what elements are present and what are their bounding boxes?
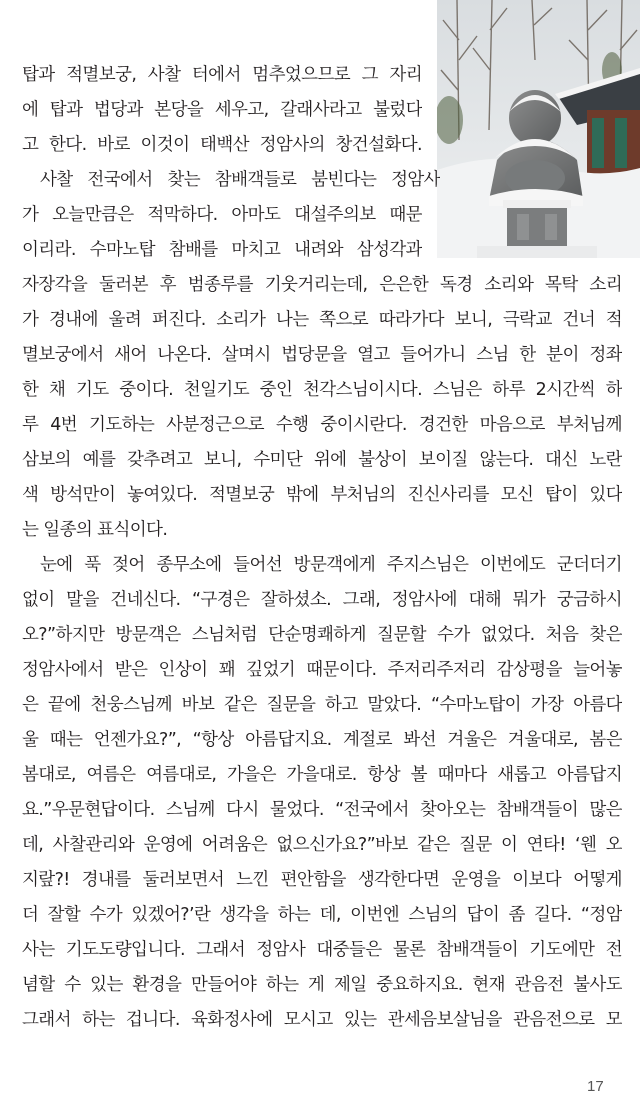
text-line: 그래서 하는 겁니다. 육화정사에 모시고 있는 관세음보살님을 관음전으로 모: [22, 1010, 622, 1030]
text-line: 루 4번 기도하는 사분정근으로 수행 중이시란다. 경건한 마음으로 부처님께: [22, 415, 622, 435]
text-line: 탑과 적멸보궁, 사찰 터에서 멈추었으므로 그 자리: [22, 65, 422, 85]
text-line: 멸보궁에서 새어 나온다. 살며시 법당문을 열고 들어가니 스님 한 분이 정좌: [22, 345, 622, 365]
text-line: 울 때는 언젠가요?”, “항상 아름답지요. 계절로 봐선 겨울은 겨울대로, 봄은: [22, 730, 622, 750]
text-line: 삼보의 예를 갖추려고 보니, 수미단 위에 불상이 보이질 않는다. 대신 노란: [22, 450, 622, 470]
text-line: 은 끝에 천웅스님께 바보 같은 질문을 하고 말았다. “수마노탑이 가장 아름다: [22, 695, 622, 715]
text-line: 눈에 푹 젖어 종무소에 들어선 방문객에게 주지스님은 이번에도 군더더기: [40, 555, 622, 575]
text-line: 에 탑과 법당과 본당을 세우고, 갈래사라고 불렀다: [22, 100, 422, 120]
text-line: 더 잘할 수가 있겠어?’란 생각을 하는 데, 이번엔 스님의 답이 좀 길다. “정암: [22, 905, 622, 925]
text-line: 없이 말을 건네신다. “구경은 잘하셨소. 그래, 정암사에 대해 뭐가 궁금하시: [22, 590, 622, 610]
text-line: 데, 사찰관리와 운영에 어려움은 없으신가요?”바보 같은 질문 이 연타! ‘웬 오: [22, 835, 622, 855]
text-line: 정암사에서 받은 인상이 꽤 깊었기 때문이다. 주저리주저리 감상평을 늘어놓: [22, 660, 622, 680]
text-line: 이리라. 수마노탑 참배를 마치고 내려와 삼성각과: [22, 240, 422, 260]
text-line: 념할 수 있는 환경을 만들어야 하는 게 제일 중요하지요. 현재 관음전 불사도: [22, 975, 622, 995]
text-line: 자장각을 둘러본 후 범종루를 기웃거리는데, 은은한 독경 소리와 목탁 소리: [22, 275, 622, 295]
page-number: 17: [587, 1078, 604, 1095]
body-text: [22, 58, 622, 1038]
text-line: 봄대로, 여름은 여름대로, 가을은 가을대로. 항상 볼 때마다 새롭고 아름답지: [22, 765, 622, 785]
text-line: 색 방석만이 놓여있다. 적멸보궁 밖에 부처님의 진신사리를 모신 탑이 있다: [22, 485, 622, 505]
text-line: 요.”우문현답이다. 스님께 다시 물었다. “전국에서 찾아오는 참배객들이 많은: [22, 800, 622, 820]
text-line: 고 한다. 바로 이것이 태백산 정암사의 창건설화다.: [22, 135, 422, 155]
text-line: 는 일종의 표식이다.: [22, 520, 168, 540]
text-line: 지랖?! 경내를 둘러보면서 느낀 편안함을 생각한다면 운영을 이보다 어떻게: [22, 870, 622, 890]
text-line: 한 채 기도 중이다. 천일기도 중인 천각스님이시다. 스님은 하루 2시간씩 하: [22, 380, 622, 400]
text-line: 가 오늘만큼은 적막하다. 아마도 대설주의보 때문: [22, 205, 422, 225]
text-line: 사찰 전국에서 찾는 참배객들로 붐빈다는 정암사: [40, 170, 440, 190]
text-line: 오?”하지만 방문객은 스님처럼 단순명쾌하게 질문할 수가 없었다. 처음 찾은: [22, 625, 622, 645]
text-line: 사는 기도도량입니다. 그래서 정암사 대중들은 물론 참배객들이 기도에만 전: [22, 940, 622, 960]
text-line: 가 경내에 울려 퍼진다. 소리가 나는 쪽으로 따라가다 보니, 극락교 건너 적: [22, 310, 622, 330]
